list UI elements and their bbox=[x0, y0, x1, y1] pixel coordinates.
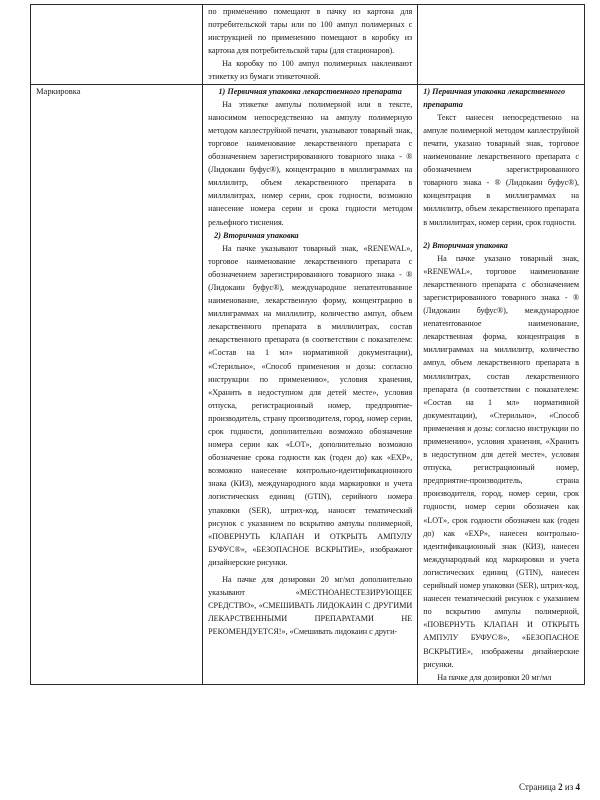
secondary-packaging-heading: 2) Вторичная упаковка bbox=[214, 230, 299, 240]
empty-right-cell bbox=[418, 5, 585, 85]
of-word: из bbox=[564, 782, 574, 792]
secondary-packaging-text: На пачке указывают товарный знак, «RENEWAL», торговое наименование лекарственного препарата с обозначением зарегистрированного товарного знака - ® (Лидокаин буфус®), международное непатентованное наименование, лекарственную форму, концентрацию в миллиграммах на миллилитр, количество ампул, объем лекарственного препарата в миллилитрах, состав лекарственного препарата (в соответствии с показателем: «Состав на 1 мл» нормативной документации), «Стерильно», «Способ применения и дозы: согласно инструкции по применению», условия хранения, «Хранить в недоступном для детей месте», условия отпуска, регистрационный номер, предприятие-производитель, страну производителя, город, номер серии, срок годности, дополнительно возможно обозначение номера серии как «LOT», дополнительно возможно обозначение срока годности как (годен до) как «EXP», возможно нанесение контрольно-идентификационного знака (КИЗ), международного кода маркировки и учета логистических единиц (GTIN), серийного номера упаковки (SER), штрих-код, наносят тематический рисунок с указанием по вскрытию ампулы полимерной, «ПОВЕРНУТЬ КЛАПАН И ОТКРЫТЬ АМПУЛУ БУФУС®», «БЕЗОПАСНОЕ ВСКРЫТИЕ», изображают дизайнерские рисунки. bbox=[208, 243, 413, 567]
table-row bbox=[31, 84, 585, 684]
page-number: 2 bbox=[558, 782, 563, 792]
row-label-marking: Маркировка bbox=[31, 84, 203, 684]
primary-packaging-text: Текст нанесен непосредственно на ампуле полимерной методом каплеструйной печати, указано товарный знак, торговое наименование лекарственного препарата с обозначением зарегистрированного товарного знака - ® (Лидокаин буфус®), концентрация в миллиграммах на миллилитр, объем лекарственного препарата в миллилитрах, номер серии, срок годности. bbox=[423, 112, 579, 227]
packaging-paragraph: На коробку по 100 ампул полимерных наклеивают этикетку из бумаги этикеточной. bbox=[208, 59, 413, 82]
primary-packaging-text: На этикетке ампулы полимерной или в тексте, наносимом непосредственно на ампулу полимерную методом каплеструйной печати, указывают товарный знак, торговое наименование лекарственного препарата с обозначением зарегистрированного товарного знака - ® (Лидокаин буфус®), концентрацию в миллиграммах на миллилитр, объем лекарственного препарата в миллилитрах, номер серии, срок годности, возможно нанесение номера серии и срока годности методом рельефного тиснения. bbox=[208, 99, 413, 227]
dosage-text: На пачке для дозировки 20 мг/мл дополнительно указывают «МЕСТНОАНЕСТЕЗИРУЮЩЕЕ СРЕДСТВО», «СМЕШИВАТЬ ЛИДОКАИН С ДРУГИМИ ЛЕКАРСТВЕННЫМИ ПРЕПАРАТАМИ НЕ РЕКОМЕНДУЕТСЯ!», «Смешивать лидокаин с други- bbox=[208, 575, 413, 637]
packaging-paragraph: по применению помещают в пачку из картона для потребительской тары или по 100 ампул полимерных с инструкцией по применению помещают в коробку из картона для потребительской тары (для стационаров). bbox=[208, 7, 413, 56]
packaging-continuation-cell bbox=[203, 5, 418, 85]
specification-table bbox=[30, 4, 585, 685]
secondary-packaging-text: На пачке указано товарный знак, «RENEWAL», торговое наименование лекарственного препарата с обозначением зарегистрированного товарного знака - ® (Лидокаин буфус®), международное непатентованное наименование, лекарственная форма, концентрация в миллиграммах на миллилитр, количество ампул, объем лекарственного препарата в миллилитрах, состав лекарственного препарата (в соответствии с показателем: «Состав на 1 мл» нормативной документации), «Стерильно», «Способ применения и дозы: согласно инструкции по применению», условия хранения, «Хранить в недоступном для детей месте», условия отпуска, регистрационный номер, предприятие-производитель, страна производителя, город, номер серии, срок годности, номер серии обозначен как «LOT», срок годности обозначен как (годен до) как «EXP», нанесен контрольно-идентификационный знак (КИЗ), нанесен международный код маркировки и учета логистических единиц (GTIN), нанесен серийный номер упаковки (SER), штрих-код, нанесен тематический рисунок с указанием по вскрытию ампулы полимерной, «ПОВЕРНУТЬ КЛАПАН И ОТКРЫТЬ АМПУЛУ БУФУС®», «БЕЗОПАСНОЕ ВСКРЫТИЕ», изображены дизайнерские рисунки. bbox=[423, 253, 579, 669]
marking-right-cell bbox=[418, 84, 585, 684]
secondary-packaging-heading: 2) Вторичная упаковка bbox=[423, 240, 508, 250]
table-row bbox=[31, 5, 585, 85]
page-word: Страница bbox=[519, 782, 556, 792]
marking-left-cell bbox=[203, 84, 418, 684]
dosage-text: На пачке для дозировки 20 мг/мл bbox=[437, 672, 552, 682]
total-pages: 4 bbox=[575, 782, 580, 792]
empty-label-cell bbox=[31, 5, 203, 85]
primary-packaging-heading: 1) Первичная упаковка лекарственного препарата bbox=[423, 86, 566, 109]
page-footer bbox=[519, 782, 580, 792]
primary-packaging-heading: 1) Первичная упаковка лекарственного препарата bbox=[218, 86, 402, 96]
